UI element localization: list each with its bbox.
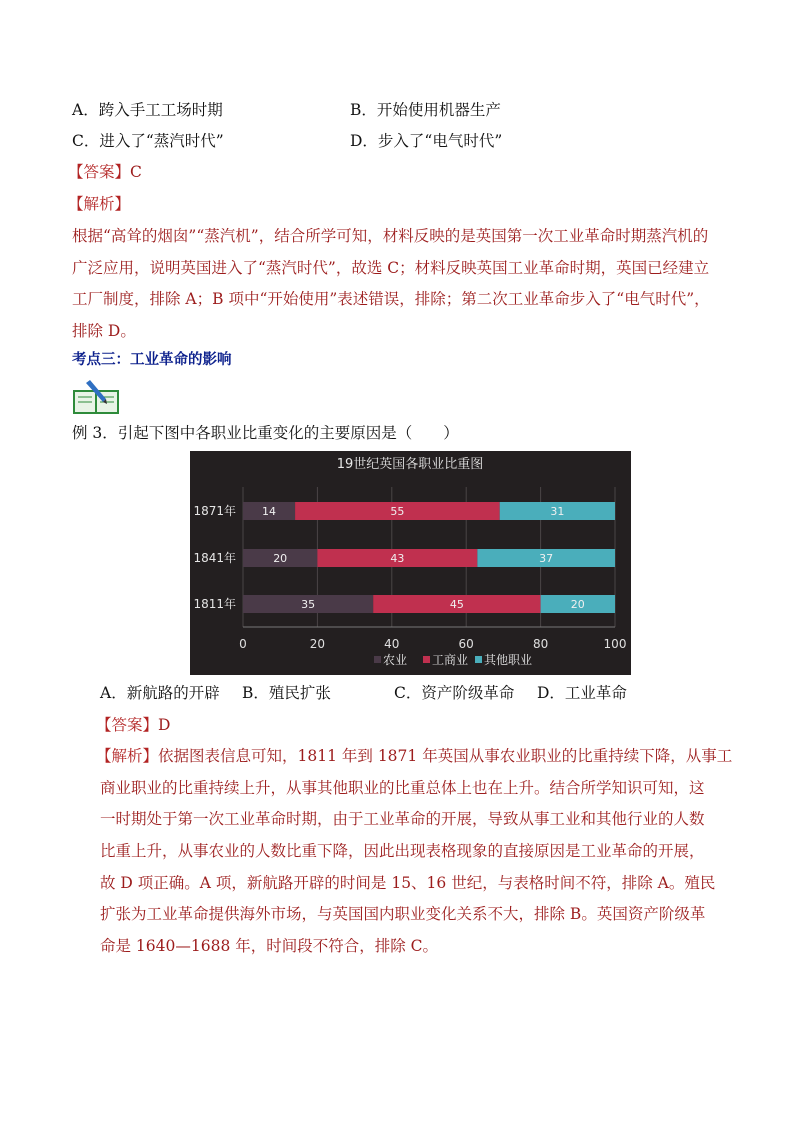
option-c: C．进入了“蒸汽时代”	[72, 132, 224, 150]
analysis-line	[96, 746, 732, 766]
x-tick-label: 60	[458, 637, 474, 651]
legend-label: 工商业	[432, 653, 469, 667]
data-label: 31	[550, 505, 565, 518]
example-stem: 例 3．引起下图中各职业比重变化的主要原因是（ ）	[72, 424, 459, 442]
category-label: 1811年	[193, 597, 236, 611]
data-label: 55	[390, 505, 405, 518]
option-d: D．工业革命	[537, 684, 627, 702]
answer-label: 【答案】	[96, 716, 159, 734]
category-label: 1841年	[193, 551, 236, 565]
legend-label: 其他职业	[484, 653, 533, 667]
answer-value: C	[130, 163, 142, 181]
data-label: 45	[449, 598, 464, 611]
category-label: 1871年	[193, 504, 236, 518]
analysis-line: 工厂制度，排除 A；B 项中“开始使用”表述错误，排除；第二次工业革命步入了“电气时代”，	[72, 290, 710, 308]
analysis-line: 一时期处于第一次工业革命时期，由于工业革命的开展，导致从事工业和其他行业的人数	[100, 810, 705, 828]
answer-label: 【答案】	[68, 163, 131, 181]
section-title: 考点三：工业革命的影响	[72, 352, 232, 368]
analysis-line: 比重上升，从事农业的人数比重下降，因此出现表格现象的直接原因是工业革命的开展，	[100, 842, 705, 860]
analysis-text: 依据图表信息可知，1811 年到 1871 年英国从事农业职业的比重持续下降，从事工	[158, 747, 733, 765]
legend-swatch	[475, 656, 482, 663]
analysis-line: 命是 1640—1688 年，时间段不符合，排除 C。	[100, 937, 439, 955]
answer-row	[96, 715, 170, 735]
analysis-line: 扩张为工业革命提供海外市场，与英国国内职业变化关系不大，排除 B。英国资产阶级革	[100, 905, 706, 923]
option-d: D．步入了“电气时代”	[350, 132, 503, 150]
x-tick-label: 0	[239, 637, 247, 651]
analysis-line: 广泛应用，说明英国进入了“蒸汽时代”，故选 C；材料反映英国工业革命时期，英国已经建立	[72, 259, 710, 277]
data-label: 37	[539, 552, 554, 565]
option-b: B．殖民扩张	[242, 684, 331, 702]
analysis-label: 【解析】	[68, 195, 131, 213]
answer-value: D	[158, 716, 171, 734]
legend-swatch	[374, 656, 381, 663]
analysis-line: 排除 D。	[72, 322, 136, 340]
option-b: B．开始使用机器生产	[350, 101, 501, 119]
option-a: A．新航路的开辟	[100, 684, 220, 702]
legend-label: 农业	[383, 653, 408, 667]
analysis-label: 【解析】	[96, 747, 159, 765]
data-label: 20	[570, 598, 585, 611]
analysis-line: 故 D 项正确。A 项，新航路开辟的时间是 15、16 世纪，与表格时间不符，排除 A。殖民	[100, 874, 716, 892]
option-c: C．资产阶级革命	[394, 684, 515, 702]
data-label: 20	[273, 552, 288, 565]
x-tick-label: 80	[532, 637, 549, 651]
data-label: 43	[390, 552, 405, 565]
analysis-line: 商业职业的比重持续上升，从事其他职业的比重总体上也在上升。结合所学知识可知，这	[100, 779, 705, 797]
data-label: 14	[262, 505, 277, 518]
book-pencil-icon	[72, 379, 122, 415]
x-tick-label: 20	[309, 637, 326, 651]
chart-title: 19世纪英国各职业比重图	[336, 457, 484, 472]
occupation-share-chart	[190, 451, 631, 675]
x-tick-label: 40	[384, 637, 400, 651]
answer-row	[68, 162, 142, 182]
x-tick-label: 100	[603, 637, 627, 651]
analysis-line: 根据“高耸的烟囱”“蒸汽机”，结合所学可知，材料反映的是英国第一次工业革命时期蒸汽机的	[72, 227, 709, 245]
option-a: A．跨入手工工场时期	[72, 101, 223, 119]
data-label: 35	[301, 598, 316, 611]
legend-swatch	[423, 656, 430, 663]
